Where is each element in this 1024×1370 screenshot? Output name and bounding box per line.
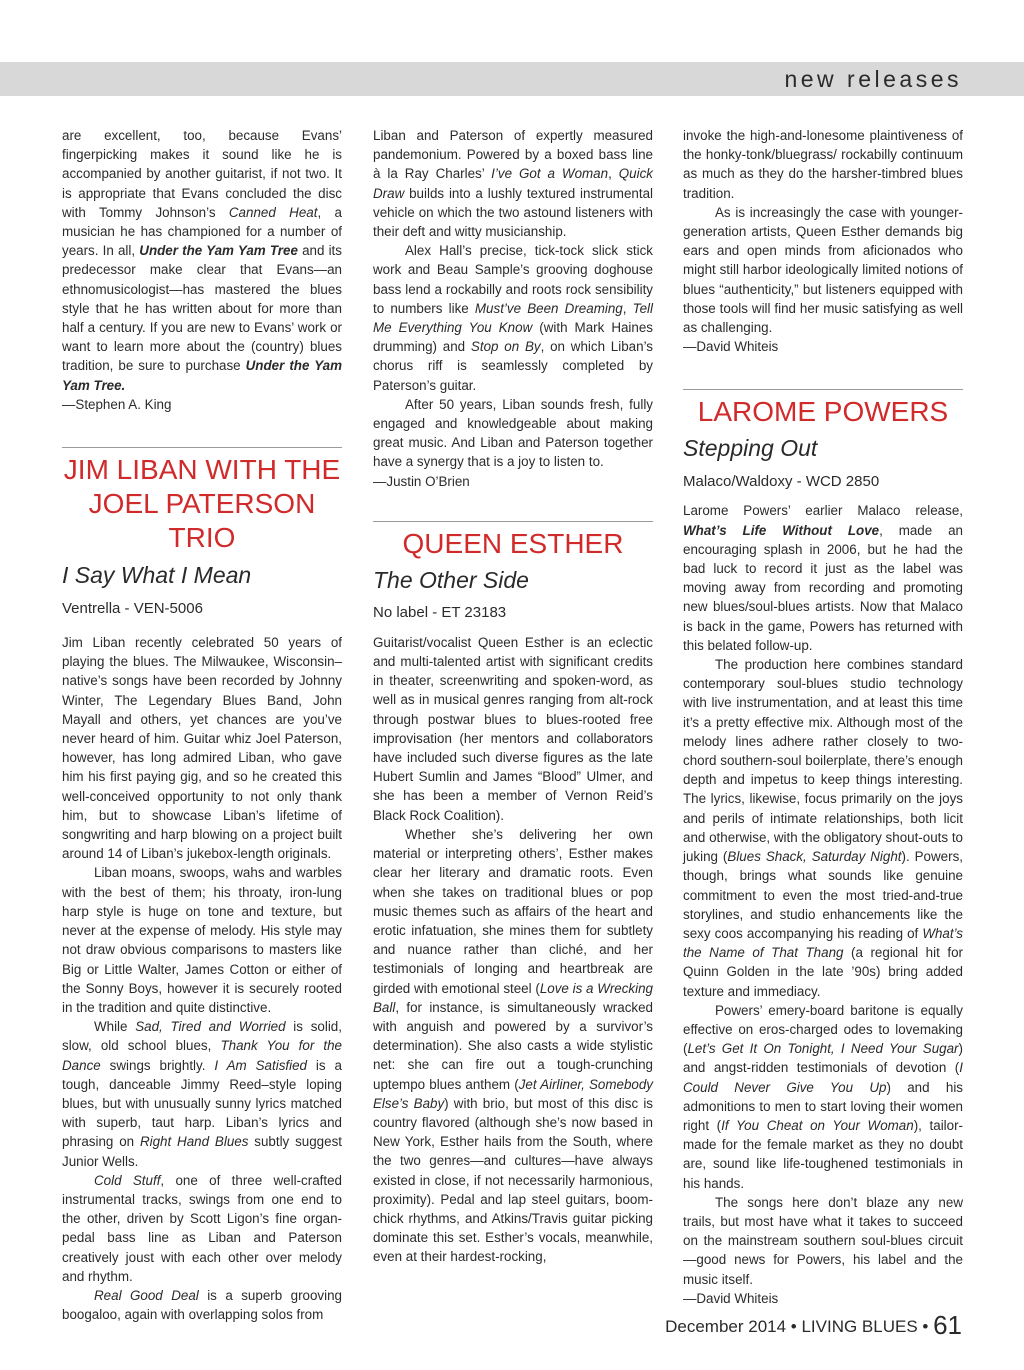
divider <box>373 521 653 522</box>
review-label: Ventrella - VEN-5006 <box>62 600 203 618</box>
divider <box>683 389 963 390</box>
review-album: The Other Side <box>373 566 529 593</box>
column-2 <box>373 126 653 1267</box>
review-paragraph: The songs here don’t blaze any new trails, but most have what it takes to succeed on the mainstream southern soul-blues circuit—good news for Powers, his label and the music itself. <box>683 1194 963 1287</box>
review-album: I Say What I Mean <box>62 562 252 589</box>
review-byline: —David Whiteis <box>683 1290 779 1306</box>
review-paragraph: invoke the high-and-lonesome plaintiveness of the honky-tonk/bluegrass/ rockabilly continuum as much as they do the harsher-timbred blues tradition. <box>683 128 963 201</box>
intro-byline: —Stephen A. King <box>62 396 172 412</box>
review-paragraph: After 50 years, Liban sounds fresh, fully engaged and knowledgeable about making great music. And Liban and Paterson together have a synergy that is a joy to listen to. <box>373 396 653 470</box>
section-title: new releases <box>784 66 962 92</box>
intro-paragraph: are excellent, too, because Evans’ fingerpicking makes it sound like he is accompanied by another guitarist, if not two. It is appropriate that Evans concluded the disc with Tommy Johnson’s Canned Heat, a musician he has championed for a number of years. In all, Under the Yam Yam Tree and its predecessor make clear that Evans—an ethnomusicologist—has mastered the blues style that he has written about for more than half a century. If you are new to Evans’ work or want to learn more about the (country) blues tradition, be sure to purchase Under the Yam Yam Tree. <box>62 128 342 393</box>
review-artist: QUEEN ESTHER <box>402 527 624 559</box>
review-album: Stepping Out <box>683 435 818 462</box>
review-paragraph: As is increasingly the case with younger-generation artists, Queen Esther demands big ears and open minds from aficionados who might still harbor ideologically limited notions of blues “authenticity,” but listeners equipped with those tools will find her music satisfying as well as challenging. <box>683 204 963 336</box>
page-number: 61 <box>933 1310 962 1340</box>
divider <box>62 447 342 448</box>
review-label: Malaco/Waldoxy - WCD 2850 <box>683 473 880 491</box>
review-paragraph: Whether she’s delivering her own material or interpreting others’, Esther makes clear her literary and dramatic roots. Even when she takes on traditional blues or pop music themes such as affairs of the heart and erotic infatuation, she mines them for subtlety and nuance rather than cliché, and her testimonials of longing and heartbreak are girded with emotional steel (Love is a Wrecking Ball, for instance, is simultaneously wracked with anguish and powered by a survivor’s determination). She also casts a wide stylistic net: she can fire out a tough-crunching uptempo blues anthem (Jet Airliner, Somebody Else’s Baby) with brio, but most of this disc is country flavored (although she’s now based in New York, Esther hails from the South, where the two genres—and cultures—have always existed in close, if not necessarily harmonious, proximity). Pedal and lap steel guitars, boom-chick rhythms, and Atkins/Travis guitar picking dominate this set. Esther’s vocals, meanwhile, even at their hardest-rocking, <box>373 826 653 1265</box>
issue-line: December 2014 • LIVING BLUES • <box>665 1317 929 1336</box>
review-artist: LAROME POWERS <box>697 396 949 428</box>
review-byline: —David Whiteis <box>683 339 779 355</box>
review-label: No label - ET 23183 <box>373 603 507 621</box>
review-paragraph: Real Good Deal is a superb grooving boogaloo, again with overlapping solos from <box>62 1287 342 1323</box>
review-paragraph: Guitarist/vocalist Queen Esther is an eclectic and multi-talented artist with significant credits in theater, screenwriting and spoken-word, as well as in musical genres ranging from alt-rock through postwar blues to blues-rooted free improvisation (her mentors and collaborators have included such diverse figures as the late Hubert Sumlin and James “Blood” Ulmer, and she has been a member of Vernon Reid’s Black Rock Coalition). <box>373 634 653 823</box>
page-footer <box>665 1310 962 1341</box>
column-3 <box>683 126 963 1308</box>
review-artist: JIM LIBAN WITH THE JOEL PATERSON TRIO <box>63 454 341 554</box>
review-paragraph: Liban and Paterson of expertly measured pandemonium. Powered by a boxed bass line à la Ray Charles’ I’ve Got a Woman, Quick Draw builds into a lushly textured instrumental vehicle on which the two astound listeners with their deft and witty musicianship. <box>373 128 653 240</box>
column-1 <box>62 126 342 1324</box>
review-paragraph: Alex Hall’s precise, tick-tock slick stick work and Beau Sample’s grooving doghouse bass lend a rockabilly and roots rock sensibility to numbers like Must’ve Been Dreaming, Tell Me Everything You Know (with Mark Haines drumming) and Stop on By, on which Liban’s chorus riff is seamlessly completed by Paterson’s guitar. <box>373 243 653 393</box>
review-paragraph: The production here combines standard contemporary soul-blues studio technology with live instrumentation, and at least this time it’s a pretty effective mix. Although most of the melody lines adhere rather closely to two-chord southern-soul boilerplate, there’s enough depth and impetus to keep things interesting. The lyrics, likewise, focus primarily on the joys and perils of intimate relationships, both licit and otherwise, with the obligatory shout-outs to juking (Blues Shack, Saturday Night). Powers, though, brings what sounds like genuine commitment to even the most tried-and-true storylines, and studio enhancements like the sexy coos accompanying his reading of What’s the Name of That Thang (a regional hit for Quinn Golden in the late ’90s) bring added texture and immediacy. <box>683 657 963 999</box>
review-paragraph: Cold Stuff, one of three well-crafted instrumental tracks, swings from one end to the other, driven by Scott Ligon’s fine organ-pedal bass line as Liban and Paterson creatively joust with each other over melody and rhythm. <box>62 1172 342 1284</box>
review-paragraph: Liban moans, swoops, wahs and warbles with the best of them; his throaty, iron-lung harp style is huge on tone and texture, but never at the expense of melody. His style may not draw obvious comparisons to masters like Big or Little Walter, James Cotton or either of the Sonny Boys, however it is securely rooted in the tradition and quite distinctive. <box>62 865 342 1015</box>
review-paragraph: Powers’ emery-board baritone is equally effective on eros-charged odes to lovemaking (Let’s Get It On Tonight, I Need Your Sugar) and angst-ridden testimonials of devotion (I Could Never Give You Up) and his admonitions to men to start loving their women right (If You Cheat on Your Woman), tailor-made for the female market as they no doubt are, sound like life-toughened testimonials in his hands. <box>683 1002 964 1191</box>
review-paragraph: Larome Powers’ earlier Malaco release, What’s Life Without Love, made an encouraging splash in 2006, but he had the bad luck to record it just as the label was moving away from recording and promoting new blues/soul-blues artists. Now that Malaco is back in the game, Powers has returned with this belated follow-up. <box>683 503 963 653</box>
review-paragraph: While Sad, Tired and Worried is solid, slow, old school blues, Thank You for the Dance swings brightly. I Am Satisfied is a tough, danceable Jimmy Reed–style loping blues, but with unusually sunny lyrics matched with superb, taut harp. Liban’s lyrics and phrasing on Right Hand Blues subtly suggest Junior Wells. <box>62 1019 343 1169</box>
review-paragraph: Jim Liban recently celebrated 50 years of playing the blues. The Milwaukee, Wisconsin–native’s songs have been recorded by Johnny Winter, The Legendary Blues Band, John Mayall and others, yet chances are you’ve never heard of him. Guitar whiz Joel Paterson, however, has long admired Liban, who gave him his first paying gig, and so he created this well-conceived opportunity to not only thank him, but to showcase Liban’s lifetime of songwriting and harp blowing on a project built around 14 of Liban’s jukebox-length originals. <box>62 635 342 862</box>
review-byline: —Justin O’Brien <box>373 473 470 489</box>
